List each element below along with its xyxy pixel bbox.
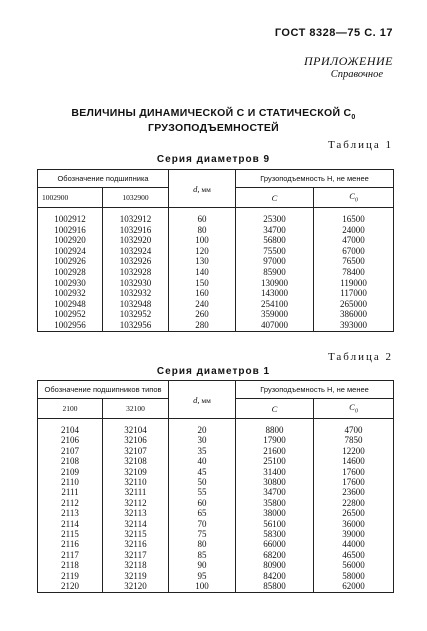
table-cell: 34700: [236, 487, 314, 497]
table-cell: 1002930: [38, 278, 103, 289]
table-cell: 2118: [38, 560, 103, 570]
table-cell: 2111: [38, 487, 103, 497]
table-cell: 1032926: [103, 256, 169, 267]
c0-letter: C: [349, 402, 355, 413]
table-row: [38, 299, 394, 310]
table-cell: 32118: [103, 560, 169, 570]
table-cell: 117000: [314, 288, 394, 299]
page-header: ГОСТ 8328—75 С. 17: [274, 27, 393, 39]
table-cell: 2106: [38, 435, 103, 445]
table-cell: 24000: [314, 225, 394, 236]
table-cell: 47000: [314, 235, 394, 246]
table-cell: 393000: [314, 320, 394, 331]
table-cell: 8800: [236, 419, 314, 436]
table-cell: 7850: [314, 435, 394, 445]
table-cell: 32119: [103, 571, 169, 581]
table-cell: 2114: [38, 519, 103, 529]
table-cell: 32120: [103, 581, 169, 592]
table-cell: 2104: [38, 419, 103, 436]
table-cell: 32116: [103, 539, 169, 549]
table-cell: 80: [169, 539, 236, 549]
table-cell: 84200: [236, 571, 314, 581]
table-cell: 75: [169, 529, 236, 539]
title-text: ВЕЛИЧИНЫ ДИНАМИЧЕСКОЙ С И СТАТИЧЕСКОЙ С: [71, 107, 352, 119]
table1-header-load: Грузоподъемность H, не менее: [236, 170, 394, 188]
table-cell: 4700: [314, 419, 394, 436]
c0-sub: 0: [354, 197, 358, 204]
table-cell: 60: [169, 498, 236, 508]
table-cell: 55: [169, 487, 236, 497]
table-cell: 32117: [103, 550, 169, 560]
table-row: [38, 256, 394, 267]
table-cell: 85: [169, 550, 236, 560]
table-cell: 23600: [314, 487, 394, 497]
table-cell: 2119: [38, 571, 103, 581]
table-cell: 2107: [38, 446, 103, 456]
table-cell: 120: [169, 246, 236, 257]
table-row: [38, 560, 394, 570]
table-cell: 17600: [314, 467, 394, 477]
table-cell: 21600: [236, 446, 314, 456]
table-cell: 95: [169, 571, 236, 581]
table-cell: 70: [169, 519, 236, 529]
table-cell: 1032956: [103, 320, 169, 331]
table-cell: 1002948: [38, 299, 103, 310]
table-cell: 56000: [314, 560, 394, 570]
table-row: [38, 519, 394, 529]
table-cell: 2113: [38, 508, 103, 518]
c0-sub: 0: [354, 408, 358, 415]
table-cell: 280: [169, 320, 236, 331]
table-cell: 1032930: [103, 278, 169, 289]
table-cell: 58300: [236, 529, 314, 539]
table-cell: 17600: [314, 477, 394, 487]
table-row: [38, 278, 394, 289]
table-cell: 56800: [236, 235, 314, 246]
table-row: [38, 498, 394, 508]
table-cell: 386000: [314, 309, 394, 320]
table-cell: 1032916: [103, 225, 169, 236]
table1-series: Серия диаметров 9: [156, 154, 271, 165]
table2: [37, 380, 394, 593]
table-cell: 407000: [236, 320, 314, 331]
table2-body: [38, 419, 394, 593]
table-row: [38, 246, 394, 257]
table-cell: 1032932: [103, 288, 169, 299]
table-cell: 17900: [236, 435, 314, 445]
table-cell: 130900: [236, 278, 314, 289]
table-row: [38, 508, 394, 518]
table-cell: 160: [169, 288, 236, 299]
table-cell: 1002956: [38, 320, 103, 331]
table-cell: 1032920: [103, 235, 169, 246]
table-cell: 30: [169, 435, 236, 445]
table-cell: 130: [169, 256, 236, 267]
table-cell: 80900: [236, 560, 314, 570]
appendix-subtitle: Справочное: [330, 69, 383, 80]
table-cell: 1032948: [103, 299, 169, 310]
table1-subheader-C: C: [236, 188, 314, 208]
table-cell: 50: [169, 477, 236, 487]
table-cell: 26500: [314, 508, 394, 518]
table-cell: 1032952: [103, 309, 169, 320]
table-cell: 38000: [236, 508, 314, 518]
table-cell: 1002932: [38, 288, 103, 299]
table-cell: 150: [169, 278, 236, 289]
table-cell: 45: [169, 467, 236, 477]
table-cell: 32113: [103, 508, 169, 518]
table-cell: 62000: [314, 581, 394, 592]
table-cell: 34700: [236, 225, 314, 236]
table-cell: 2115: [38, 529, 103, 539]
d-unit: мм: [199, 395, 211, 405]
table-cell: 140: [169, 267, 236, 278]
table1-subheader-col2: 1032900: [103, 188, 169, 208]
table-row: [38, 467, 394, 477]
table-cell: 16500: [314, 208, 394, 225]
table-cell: 2109: [38, 467, 103, 477]
table2-subheader-col1: 2100: [38, 399, 103, 419]
table-cell: 60: [169, 208, 236, 225]
table-cell: 35: [169, 446, 236, 456]
table-cell: 32112: [103, 498, 169, 508]
table-cell: 85800: [236, 581, 314, 592]
table1-header-designation: Обозначение подшипника: [38, 170, 169, 188]
table-cell: 14600: [314, 456, 394, 466]
table-row: [38, 208, 394, 225]
table-cell: 32111: [103, 487, 169, 497]
table-cell: 12200: [314, 446, 394, 456]
table-cell: 40: [169, 456, 236, 466]
table-row: [38, 435, 394, 445]
table-cell: 1032924: [103, 246, 169, 257]
table-cell: 32115: [103, 529, 169, 539]
table-row: [38, 571, 394, 581]
table-cell: 85900: [236, 267, 314, 278]
table-cell: 75500: [236, 246, 314, 257]
table-cell: 1032928: [103, 267, 169, 278]
table-row: [38, 477, 394, 487]
table1-body: [38, 208, 394, 332]
table-cell: 1002926: [38, 256, 103, 267]
table-cell: 240: [169, 299, 236, 310]
table-row: [38, 288, 394, 299]
table-row: [38, 309, 394, 320]
table-cell: 76500: [314, 256, 394, 267]
table-row: [38, 235, 394, 246]
d-letter: d,: [193, 183, 200, 194]
table-cell: 100: [169, 235, 236, 246]
table-cell: 44000: [314, 539, 394, 549]
table1-label: Таблица 1: [327, 139, 393, 151]
table-cell: 90: [169, 560, 236, 570]
table2-header-load: Грузоподъемность H, не менее: [236, 381, 394, 399]
table-cell: 32108: [103, 456, 169, 466]
table-cell: 265000: [314, 299, 394, 310]
table2-subheader-C0: [314, 399, 394, 419]
table-cell: 31400: [236, 467, 314, 477]
table-row: [38, 225, 394, 236]
table-row: [38, 581, 394, 592]
d-unit: мм: [199, 184, 211, 194]
table-cell: 46500: [314, 550, 394, 560]
document-title-line1: [0, 107, 427, 121]
table-cell: 2116: [38, 539, 103, 549]
table-cell: 100: [169, 581, 236, 592]
table-row: [38, 456, 394, 466]
table-cell: 30800: [236, 477, 314, 487]
table-cell: 32107: [103, 446, 169, 456]
c0-letter: C: [349, 191, 355, 202]
table-cell: 32114: [103, 519, 169, 529]
table-cell: 22800: [314, 498, 394, 508]
table2-label: Таблица 2: [327, 351, 393, 363]
table-cell: 2120: [38, 581, 103, 592]
table-cell: 1002912: [38, 208, 103, 225]
table2-series: Серия диаметров 1: [156, 366, 271, 377]
table-row: [38, 419, 394, 436]
table1-header-d: [169, 170, 236, 208]
table-cell: 58000: [314, 571, 394, 581]
table-cell: 65: [169, 508, 236, 518]
table-cell: 78400: [314, 267, 394, 278]
table-cell: 2110: [38, 477, 103, 487]
table-cell: 36000: [314, 519, 394, 529]
table-cell: 119000: [314, 278, 394, 289]
table-cell: 1002952: [38, 309, 103, 320]
d-letter: d,: [193, 394, 200, 405]
table-cell: 97000: [236, 256, 314, 267]
table-cell: 1032912: [103, 208, 169, 225]
table-cell: 1002920: [38, 235, 103, 246]
title-subscript: 0: [351, 114, 356, 122]
table2-header-designation: Обозначение подшипников типов: [38, 381, 169, 399]
table-cell: 66000: [236, 539, 314, 549]
table-cell: 32106: [103, 435, 169, 445]
table-cell: 25100: [236, 456, 314, 466]
table-cell: 32104: [103, 419, 169, 436]
table-cell: 20: [169, 419, 236, 436]
table-row: [38, 320, 394, 331]
table1-subheader-col1: 1002900: [38, 188, 103, 208]
table-row: [38, 446, 394, 456]
table-cell: 56100: [236, 519, 314, 529]
table2-subheader-C: C: [236, 399, 314, 419]
document-title-line2: ГРУЗОПОДЪЕМНОСТЕЙ: [147, 122, 280, 134]
table-cell: 254100: [236, 299, 314, 310]
table-cell: 1002928: [38, 267, 103, 278]
table-row: [38, 267, 394, 278]
table-cell: 35800: [236, 498, 314, 508]
table-row: [38, 487, 394, 497]
appendix-title: ПРИЛОЖЕНИЕ: [304, 54, 393, 68]
table-cell: 1002916: [38, 225, 103, 236]
table1-subheader-C0: [314, 188, 394, 208]
table2-header-d: [169, 381, 236, 419]
table-cell: 2108: [38, 456, 103, 466]
table-cell: 2117: [38, 550, 103, 560]
table-cell: 2112: [38, 498, 103, 508]
table-row: [38, 550, 394, 560]
table-cell: 25300: [236, 208, 314, 225]
table-row: [38, 529, 394, 539]
table-cell: 80: [169, 225, 236, 236]
table-cell: 32110: [103, 477, 169, 487]
table-cell: 260: [169, 309, 236, 320]
table-cell: 143000: [236, 288, 314, 299]
table-cell: 67000: [314, 246, 394, 257]
table-cell: 68200: [236, 550, 314, 560]
table-cell: 1002924: [38, 246, 103, 257]
table-cell: 39000: [314, 529, 394, 539]
table1: [37, 169, 394, 332]
table2-subheader-col2: 32100: [103, 399, 169, 419]
table-row: [38, 539, 394, 549]
table-cell: 32109: [103, 467, 169, 477]
table-cell: 359000: [236, 309, 314, 320]
